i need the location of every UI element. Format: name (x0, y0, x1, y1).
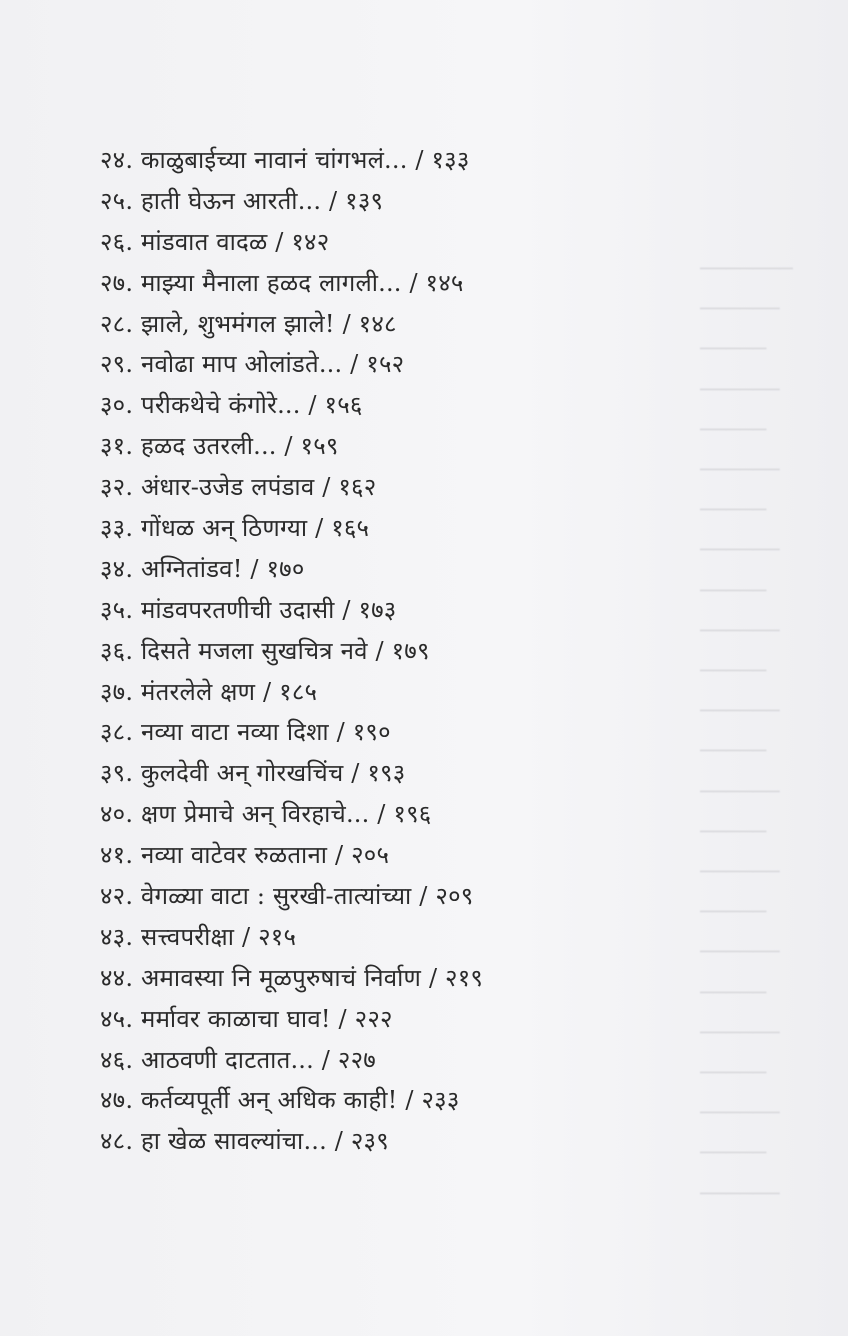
toc-entry: २७. माझ्या मैनाला हळद लागली... / १४५ (100, 268, 464, 297)
toc-entry: ३९. कुलदेवी अन् गोरखचिंच / १९३ (100, 759, 406, 788)
toc-entry: ४३. सत्त्वपरीक्षा / २१५ (100, 922, 297, 951)
toc-entry: ३२. अंधार-उजेड लपंडाव / १६२ (100, 473, 377, 502)
table-of-contents (100, 140, 700, 1162)
bleed-through-text: ─────── ────── ───── ────── ───── ────── ───── ────── ───── ────── ───── ────── ───── ────── ───── ────── ───── ────── ───── ────── ───── ────── ───── ────── (700, 257, 793, 1207)
toc-entry: ३७. मंतरलेले क्षण / १८५ (100, 677, 318, 706)
toc-entry: ४२. वेगळ्या वाटा : सुरखी-तात्यांच्या / २०९ (100, 882, 474, 911)
toc-entry: २५. हाती घेऊन आरती... / १३९ (100, 186, 384, 215)
toc-entry: २९. नवोढा माप ओलांडते... / १५२ (100, 350, 405, 379)
toc-entry: ४५. मर्मावर काळाचा घाव! / २२२ (100, 1004, 393, 1033)
toc-entry: ४०. क्षण प्रेमाचे अन् विरहाचे... / १९६ (100, 800, 432, 829)
toc-entry: ४७. कर्तव्यपूर्ती अन् अधिक काही! / २३३ (100, 1086, 460, 1115)
toc-entry: ३०. परीकथेचे कंगोरे... / १५६ (100, 391, 363, 420)
toc-entry: ३६. दिसते मजला सुखचित्र नवे / १७९ (100, 636, 430, 665)
toc-entry: ४४. अमावस्या नि मूळपुरुषाचं निर्वाण / २१९ (100, 963, 484, 992)
toc-entry: ४१. नव्या वाटेवर रुळताना / २०५ (100, 841, 390, 870)
toc-entry: ३४. अग्नितांडव! / १७० (100, 554, 305, 583)
toc-entry: ३३. गोंधळ अन् ठिणग्या / १६५ (100, 514, 370, 543)
toc-entry: २६. मांडवात वादळ / १४२ (100, 227, 330, 256)
toc-entry: ३८. नव्या वाटा नव्या दिशा / १९० (100, 718, 391, 747)
toc-entry: ३५. मांडवपरतणीची उदासी / १७३ (100, 595, 397, 624)
toc-entry: ४६. आठवणी दाटतात... / २२७ (100, 1045, 376, 1074)
toc-entry: २८. झाले, शुभमंगल झाले! / १४८ (100, 309, 397, 338)
toc-entry: ४८. हा खेळ सावल्यांचा... / २३९ (100, 1127, 389, 1156)
toc-entry: २४. काळुबाईच्या नावानं चांगभलं... / १३३ (100, 146, 470, 174)
toc-entry: ३१. हळद उतरली... / १५९ (100, 432, 339, 461)
